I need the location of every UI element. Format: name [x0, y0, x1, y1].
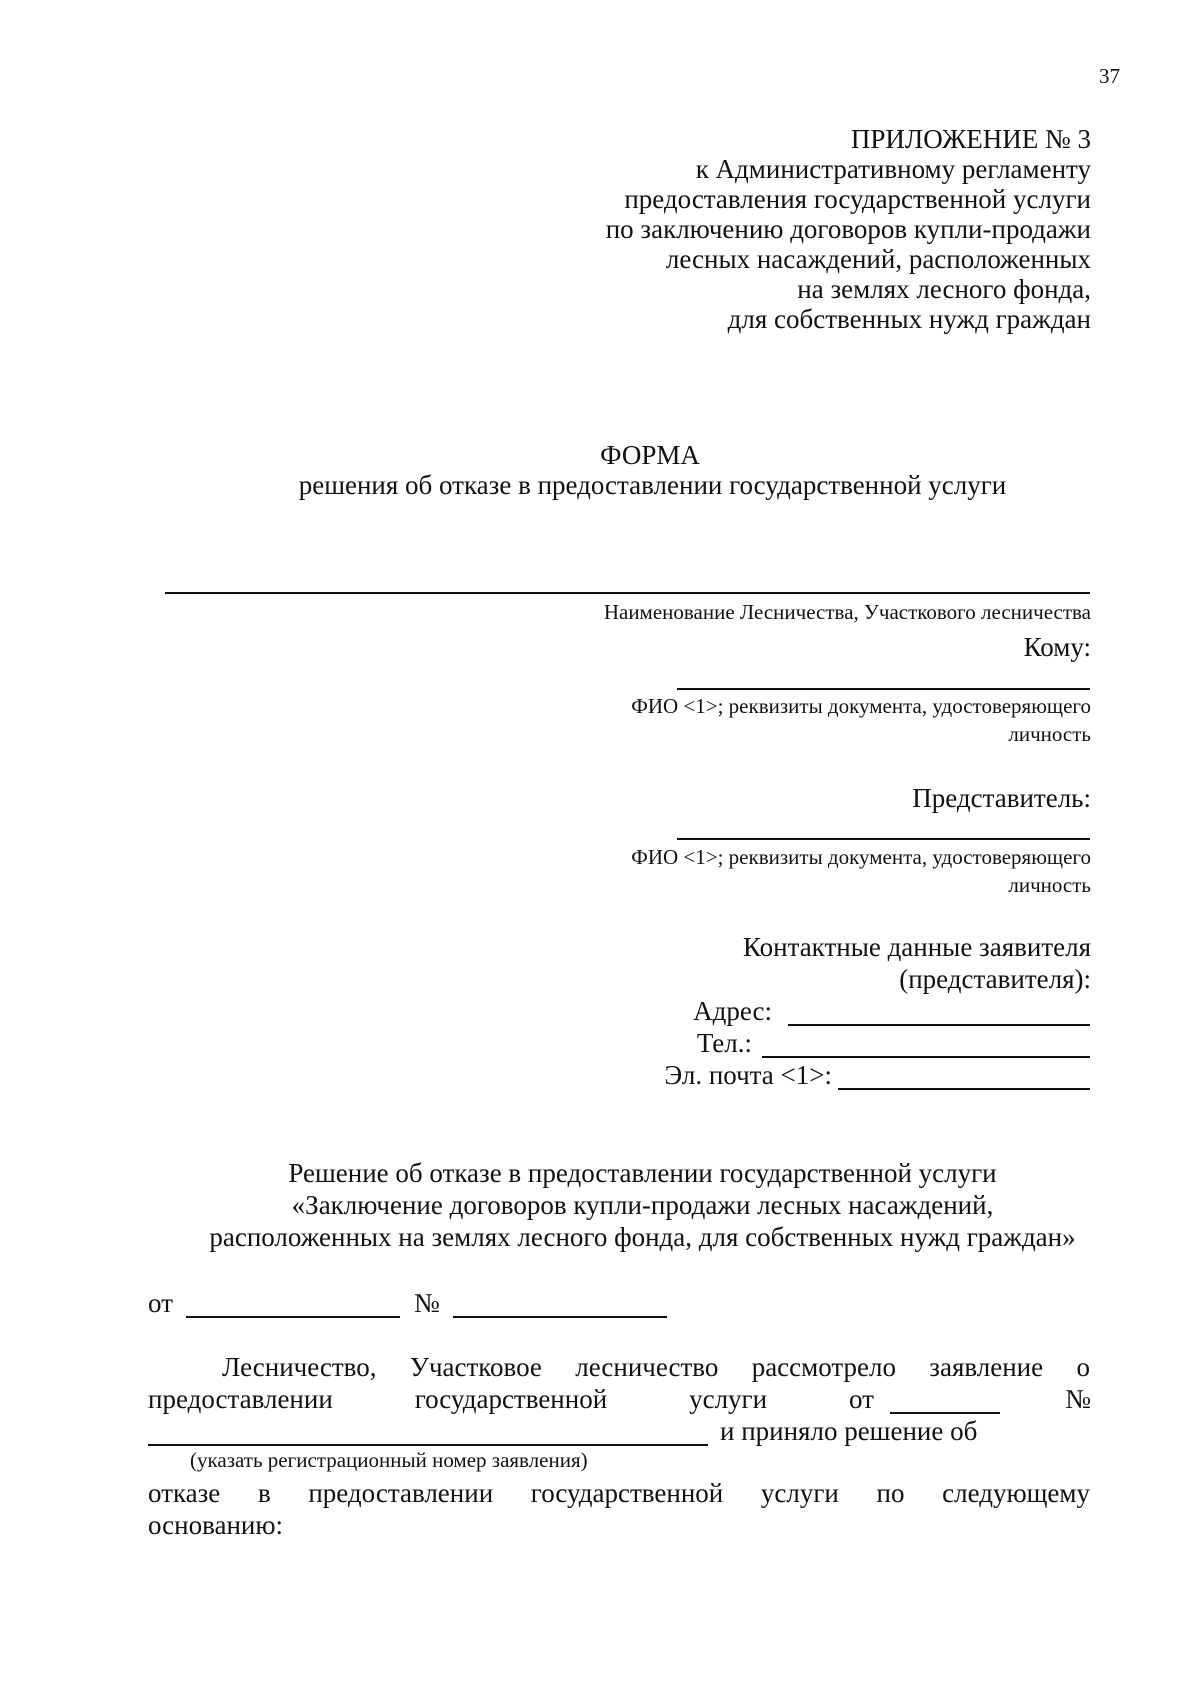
body-word: о — [1076, 1352, 1090, 1382]
body-line-2 — [148, 1384, 874, 1415]
from-label: от — [148, 1288, 173, 1318]
body-line-1 — [222, 1352, 1090, 1383]
application-date-line — [890, 1412, 1000, 1414]
contacts-heading-continued: (представителя): — [899, 964, 1091, 994]
body-word: Участковое — [409, 1352, 542, 1382]
appendix-line: для собственных нужд граждан — [727, 304, 1091, 334]
fio-caption-continued: личность — [1008, 873, 1091, 897]
representative-name-line — [677, 838, 1090, 840]
forestry-caption: Наименование Лесничества, Участкового лесничества — [603, 600, 1091, 624]
body-word: следующему — [942, 1478, 1090, 1508]
body-line-5: основанию: — [148, 1510, 284, 1540]
body-word: в — [257, 1478, 271, 1508]
form-title: ФОРМА — [600, 440, 700, 470]
decision-title: Решение об отказе в предоставлении государственной услуги — [288, 1158, 997, 1188]
body-word: отказе — [148, 1478, 221, 1508]
forestry-name-line — [165, 592, 1090, 594]
representative-label: Представитель: — [912, 783, 1091, 813]
body-word: по — [876, 1478, 905, 1508]
appendix-line: лесных насаждений, расположенных — [665, 244, 1091, 274]
page-number: 37 — [1099, 64, 1120, 88]
address-label: Адрес: — [693, 996, 772, 1026]
fio-caption-continued: личность — [1008, 722, 1091, 746]
registration-number-line — [148, 1444, 708, 1446]
appendix-line: к Административному регламенту — [695, 154, 1091, 184]
email-label: Эл. почта <1>: — [664, 1060, 832, 1090]
body-word: предоставлении — [308, 1478, 494, 1508]
body-line-3: и приняло решение об — [720, 1416, 978, 1446]
email-line — [838, 1088, 1090, 1090]
body-word: государственной — [414, 1384, 608, 1414]
phone-line — [762, 1056, 1090, 1058]
address-line — [788, 1024, 1090, 1026]
registration-number-hint: (указать регистрационный номер заявления) — [190, 1448, 588, 1472]
decision-number-line — [453, 1316, 667, 1318]
body-word: от — [849, 1384, 874, 1414]
body-word: Лесничество, — [222, 1352, 377, 1382]
decision-date-line — [186, 1316, 400, 1318]
body-word: государственной — [530, 1478, 724, 1508]
body-word: заявление — [929, 1352, 1044, 1382]
body-word: предоставлении — [148, 1384, 333, 1414]
fio-caption: ФИО <1>; реквизиты документа, удостоверяющего — [631, 694, 1091, 718]
body-word: услуги — [760, 1478, 839, 1508]
decision-title-line: «Заключение договоров купли-продажи лесных насаждений, — [291, 1190, 994, 1220]
form-subtitle: решения об отказе в предоставлении государственной услуги — [298, 470, 1007, 500]
fio-caption: ФИО <1>; реквизиты документа, удостоверяющего — [631, 845, 1091, 869]
contacts-heading: Контактные данные заявителя — [742, 932, 1091, 962]
recipient-name-line — [677, 688, 1090, 690]
to-label: Кому: — [1023, 632, 1091, 662]
appendix-line: предоставления государственной услуги — [624, 184, 1091, 214]
application-number-label: № — [1065, 1384, 1091, 1414]
appendix-line: по заключению договоров купли-продажи — [605, 214, 1091, 244]
decision-title-line: расположенных на землях лесного фонда, для собственных нужд граждан» — [209, 1222, 1076, 1252]
body-word: услуги — [689, 1384, 768, 1414]
appendix-title: ПРИЛОЖЕНИЕ № 3 — [850, 124, 1091, 154]
phone-label: Тел.: — [696, 1028, 752, 1058]
body-word: рассмотрело — [751, 1352, 896, 1382]
body-line-4 — [148, 1478, 1090, 1509]
number-label: № — [414, 1288, 440, 1318]
appendix-line: на землях лесного фонда, — [797, 274, 1091, 304]
body-word: лесничество — [575, 1352, 719, 1382]
